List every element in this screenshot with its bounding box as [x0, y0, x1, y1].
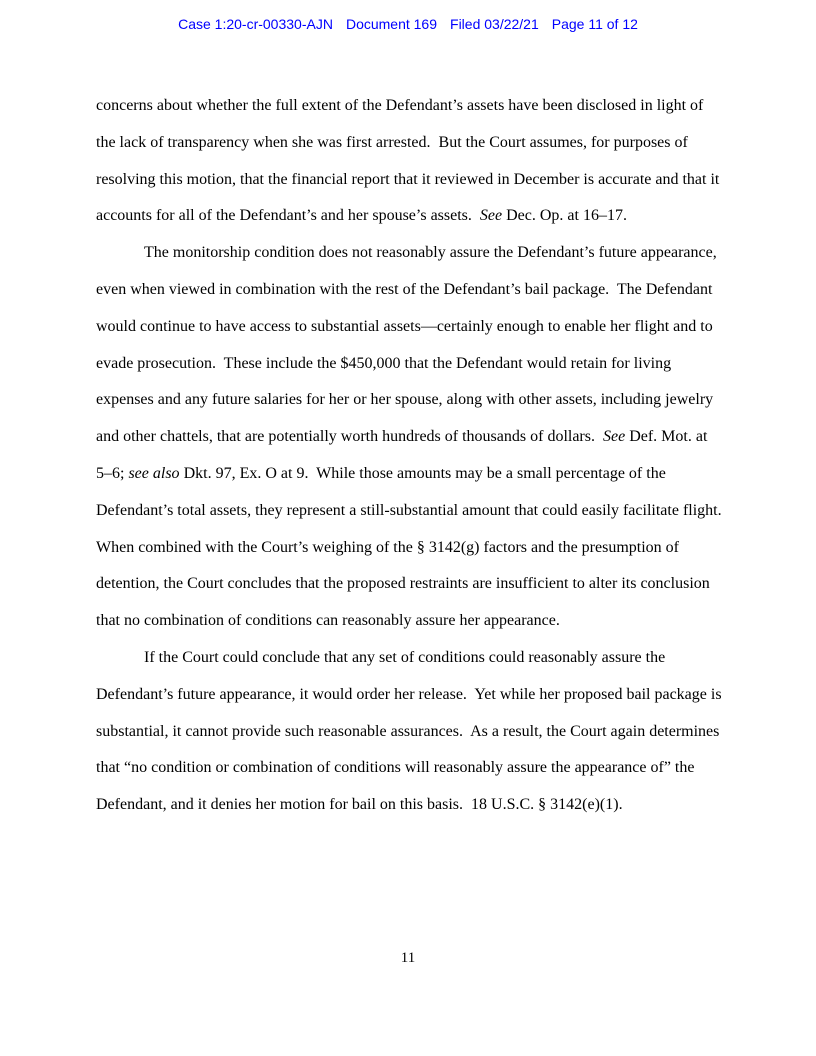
citation-see: See	[479, 207, 503, 225]
stamp-page-count: Page 11 of 12	[551, 16, 638, 32]
text-run: The monitorship condition does not reasonably assure the Defendant’s future appearance, even when viewed in combination with the rest of the Defendant’s bail package. The Defendant would continue to have access to substantial assets—certainly enough to enable her flight and to evade prosecution. These include the $450,000 that the Defendant would retain for living expenses and any future salaries for her or her spouse, along with other assets, including jewelry and other chattels, that are potentially worth hundreds of thousands of dollars.	[96, 244, 721, 446]
citation-see-also: see also	[128, 464, 180, 482]
citation-see: See	[602, 428, 626, 446]
page-number: 11	[400, 950, 416, 966]
stamp-document-number: Document 169	[345, 16, 438, 32]
case-stamp	[0, 16, 816, 32]
paragraph-3	[96, 640, 726, 824]
text-run: If the Court could conclude that any set of conditions could reasonably assure the Defendant’s future appearance, it would order her release. Yet while her proposed bail package is substantial, it cannot provide such reasonable assurances. As a result, the Court again determines that “no condition or combination of conditions will reasonably assure the appearance of” the Defendant, and it denies her motion for bail on this basis. 18 U.S.C. § 3142(e)(1).	[96, 648, 726, 814]
paragraph-1	[96, 88, 722, 235]
text-run: Dec. Op. at 16–17.	[502, 207, 627, 225]
text-run: Dkt. 97, Ex. O at 9. While those amounts may be a small percentage of the Defendant’s total assets, they represent a still-substantial amount that could easily facilitate flight. When combined with the Court’s weighing of the § 3142(g) factors and the presumption of detention, the Court concludes that the proposed restraints are insufficient to alter its conclusion that no combination of conditions can reasonably assure her appearance.	[96, 464, 730, 630]
paragraph-2	[96, 235, 730, 640]
document-body	[96, 88, 730, 824]
text-run: Def. Mot. at 5–6;	[96, 428, 712, 482]
stamp-case-number: Case 1:20-cr-00330-AJN	[178, 16, 333, 32]
stamp-filed-date: Filed 03/22/21	[450, 16, 539, 32]
text-run: concerns about whether the full extent of the Defendant’s assets have been disclosed in light of the lack of transparency when she was first arrested. But the Court assumes, for purposes of resolving this motion, that the financial report that it reviewed in December is accurate and that it accounts for all of the Defendant’s and her spouse’s assets.	[96, 97, 724, 225]
